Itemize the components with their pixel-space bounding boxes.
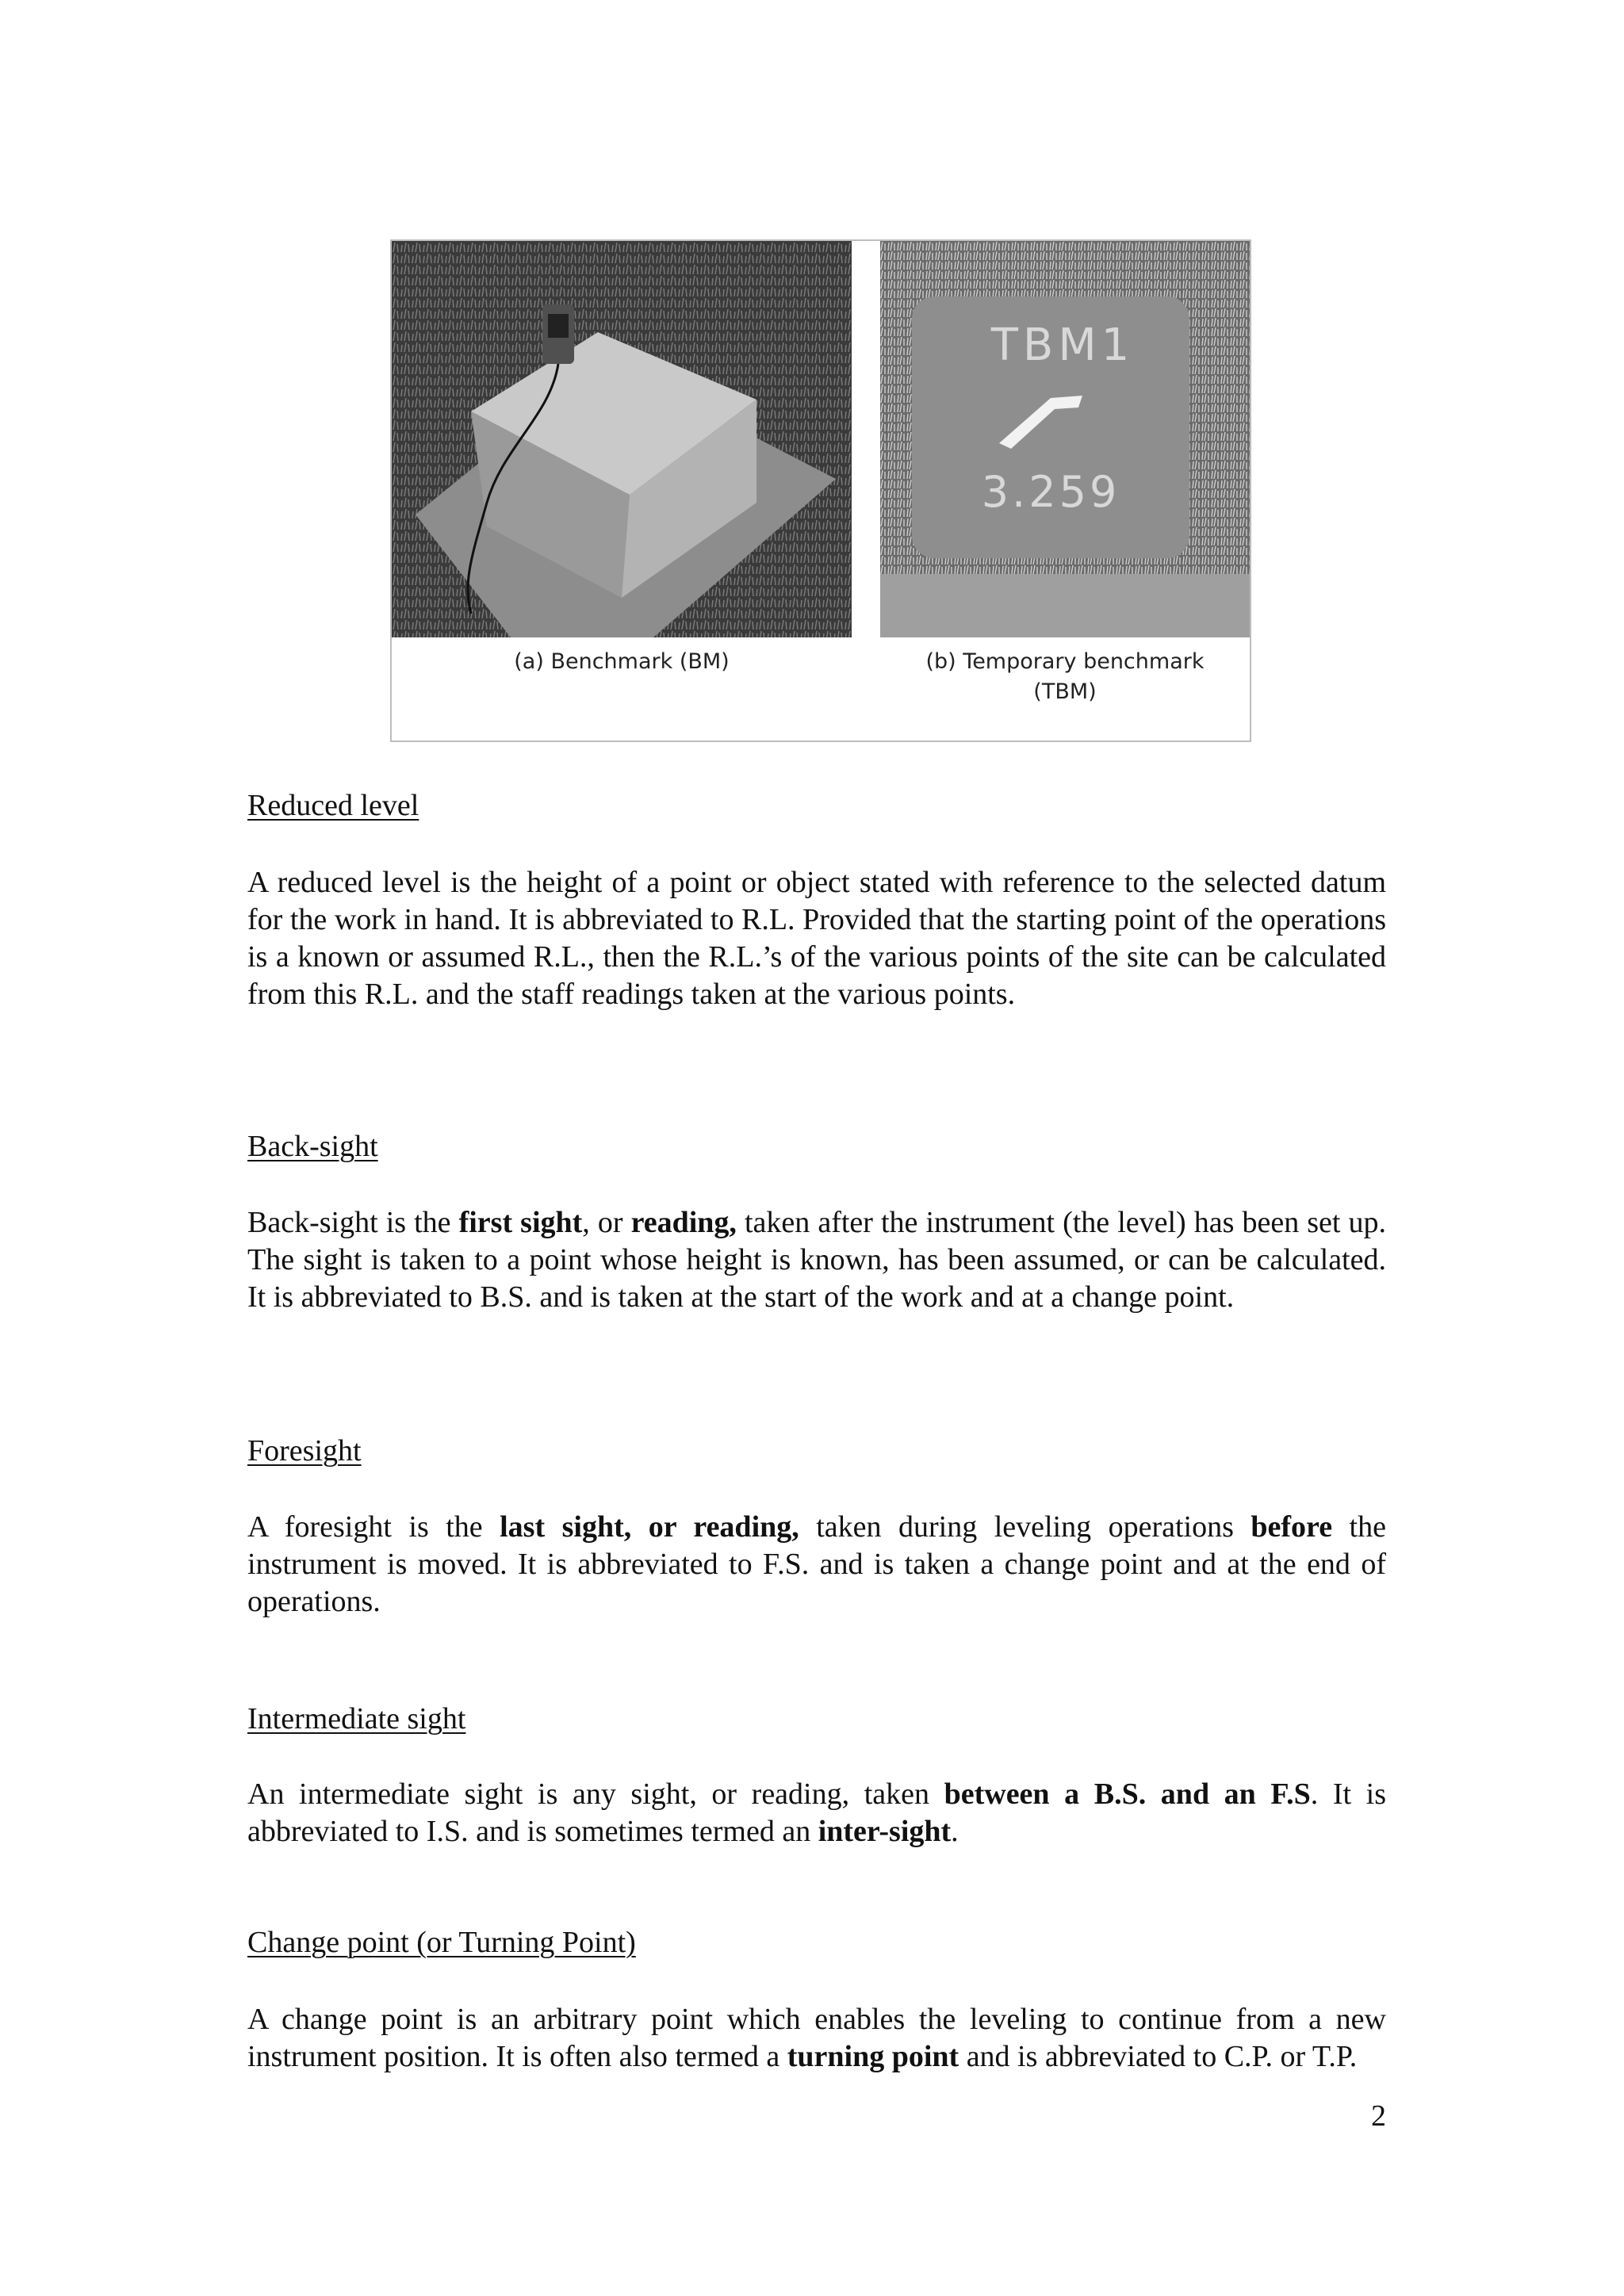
tbm-marking-bottom: 3.259 bbox=[981, 467, 1120, 517]
benchmark-figure bbox=[390, 239, 1251, 742]
bold-inter-sight: inter-sight bbox=[818, 1815, 952, 1848]
heading-back-sight: Back-sight bbox=[247, 1130, 378, 1163]
caption-tbm-line2: (TBM) bbox=[1033, 679, 1097, 704]
caption-benchmark-text: (a) Benchmark (BM) bbox=[514, 649, 730, 674]
heading-change-point: Change point (or Turning Point) bbox=[247, 1926, 636, 1959]
page-number: 2 bbox=[1371, 2099, 1386, 2133]
bold-reading: reading, bbox=[630, 1206, 737, 1239]
bold-first-sight: first sight bbox=[458, 1206, 583, 1239]
bold-last-sight: last sight, or reading, bbox=[500, 1510, 799, 1544]
caption-tbm-line1: (b) Temporary benchmark bbox=[925, 649, 1205, 674]
paragraph-back-sight: Back-sight is the first sight, or reading, taken after the instrument (the level) has been set up. The sight is taken to a point whose height is known, has been assumed, or can be calculated. It is abbreviated to B.S. and is taken at the start of the work and at a change point. bbox=[247, 1206, 1387, 1314]
paragraph-reduced-level: A reduced level is the height of a point or object stated with reference to the selected datum for the work in hand. It is abbreviated to R.L. Provided that the starting point of the operations is a known or assumed R.L., then the R.L.’s of the various points of the site can be calculated from this R.L. and the staff readings taken at the various points. bbox=[247, 866, 1386, 1011]
heading-foresight: Foresight bbox=[247, 1434, 362, 1468]
heading-reduced-level: Reduced level bbox=[247, 789, 419, 822]
paragraph-change-point: A change point is an arbitrary point which enables the leveling to continue from a new instrument position. It is often also termed a turning point and is abbreviated to C.P. or T.P. bbox=[247, 2003, 1386, 2073]
benchmark-photo bbox=[392, 241, 852, 637]
bold-before: before bbox=[1251, 1510, 1333, 1544]
caption-benchmark bbox=[392, 647, 852, 677]
paragraph-foresight: A foresight is the last sight, or reading, taken during leveling operations before the instrument is moved. It is abbreviated to F.S. and is taken a change point and at the end of operations. bbox=[247, 1510, 1386, 1618]
caption-temporary-benchmark bbox=[880, 647, 1250, 707]
heading-intermediate-sight: Intermediate sight bbox=[247, 1702, 466, 1735]
paragraph-intermediate-sight: An intermediate sight is any sight, or reading, taken between a B.S. and an F.S. It is abbreviated to I.S. and is sometimes termed an inter-sight. bbox=[247, 1777, 1387, 1848]
tbm-marking-top: TBM1 bbox=[990, 320, 1135, 371]
temporary-benchmark-photo bbox=[880, 241, 1250, 637]
bold-between-bs-fs: between a B.S. and an F.S bbox=[944, 1777, 1311, 1811]
bold-turning-point: turning point bbox=[787, 2040, 959, 2073]
